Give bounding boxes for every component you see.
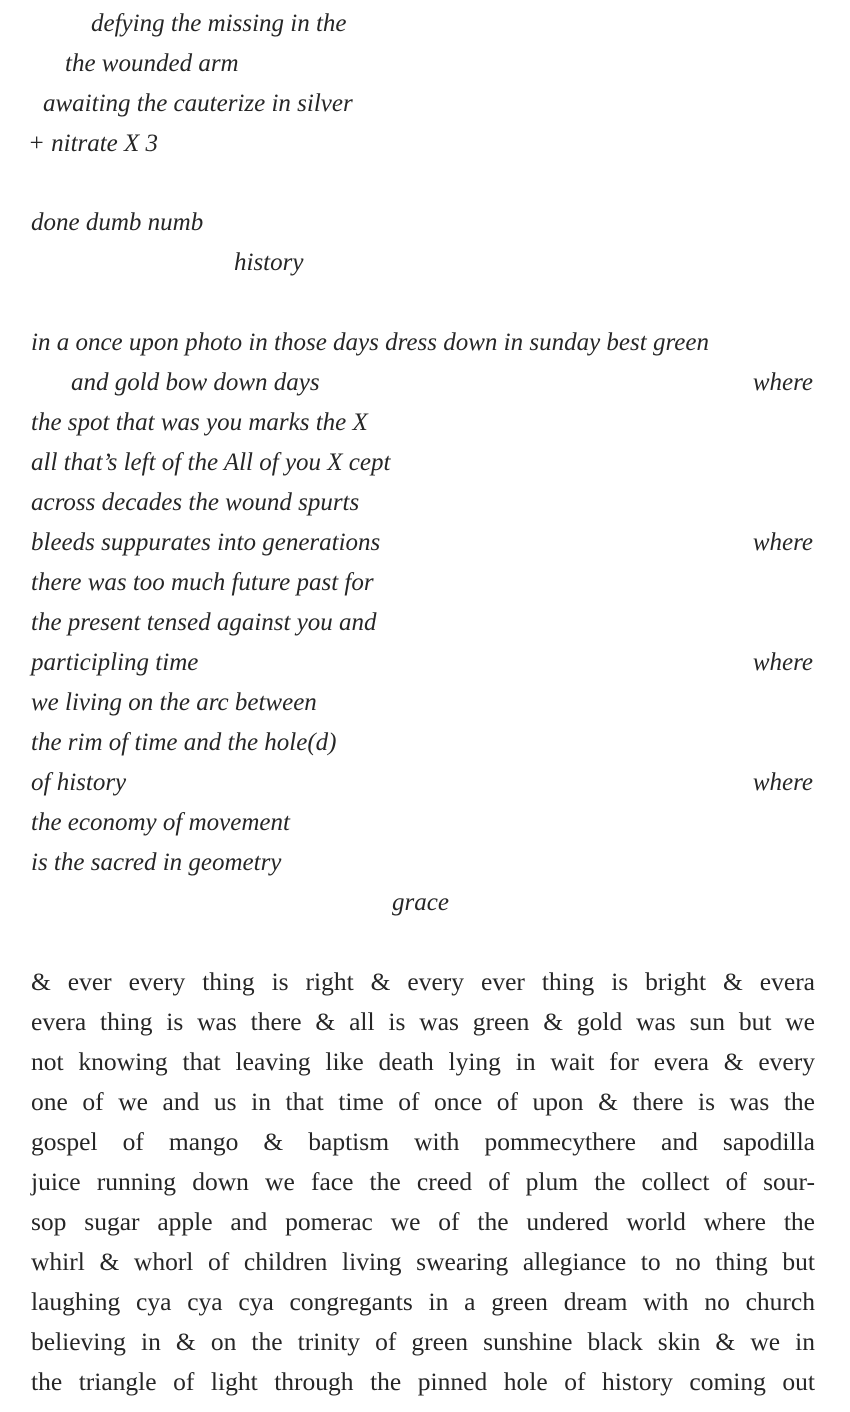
poem-line: bleeds suppurates into generations — [31, 529, 381, 556]
poem-line: the spot that was you marks the X — [31, 409, 368, 436]
poem-line: across decades the wound spurts — [31, 489, 360, 516]
prose-line: sop sugar apple and pomerac we of the undered world where the — [31, 1207, 815, 1236]
poem-line: history — [234, 249, 304, 276]
poem-line: we living on the arc between — [31, 689, 317, 716]
poem-line: participling time — [31, 649, 199, 676]
prose-line: the triangle of light through the pinned hole of history coming out — [31, 1367, 815, 1396]
prose-line: laughing cya cya cya congregants in a green dream with no church — [31, 1287, 815, 1316]
poem-line: the rim of time and the hole(d) — [31, 729, 337, 756]
poem-line: all that’s left of the All of you X cept — [31, 449, 391, 476]
poem-line: the present tensed against you and — [31, 609, 377, 636]
poem-line: of history — [31, 769, 127, 796]
poem-line: defying the missing in the — [91, 10, 347, 37]
poem-line: + nitrate X 3 — [28, 130, 159, 157]
where-word: where — [752, 369, 813, 396]
prose-line: gospel of mango & baptism with pommecythere and sapodilla — [31, 1127, 815, 1156]
where-word: where — [752, 529, 813, 556]
prose-line: whirl & whorl of children living swearing allegiance to no thing but — [31, 1247, 815, 1276]
poem-line: the wounded arm — [65, 50, 239, 77]
poem-line: and gold bow down days — [71, 369, 320, 396]
prose-line: juice running down we face the creed of plum the collect of sour- — [31, 1167, 815, 1196]
poem-line: grace — [392, 889, 449, 916]
prose-line: evera thing is was there & all is was green & gold was sun but we — [31, 1007, 815, 1036]
where-word: where — [752, 769, 813, 796]
poem-line: there was too much future past for — [31, 569, 374, 596]
prose-line: believing in & on the trinity of green sunshine black skin & we in — [31, 1327, 815, 1356]
prose-line: one of we and us in that time of once of upon & there is was the — [31, 1087, 815, 1116]
prose-line: & ever every thing is right & every ever thing is bright & evera — [31, 967, 815, 996]
where-word: where — [752, 649, 813, 676]
poem-line: in a once upon photo in those days dress down in sunday best green — [31, 329, 709, 356]
poem-line: done dumb numb — [31, 209, 204, 236]
poem-line: is the sacred in geometry — [31, 849, 282, 876]
prose-line: not knowing that leaving like death lying in wait for evera & every — [31, 1047, 815, 1076]
poem-line: awaiting the cauterize in silver — [43, 90, 353, 117]
poem-line: the economy of movement — [31, 809, 290, 836]
